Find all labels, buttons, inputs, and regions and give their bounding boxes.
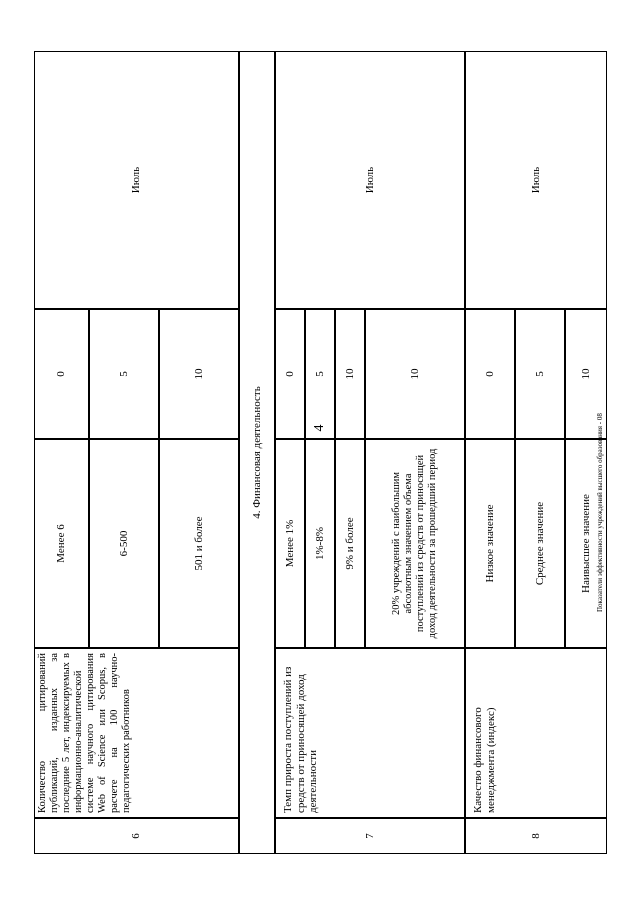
row7-number: 7 [275, 818, 465, 854]
row6-score-2: 5 [89, 309, 159, 439]
footer-caption: Показатели эффективности учреждений высшего образования - 08 [596, 413, 604, 612]
row6-criterion-1: Менее 6 [34, 439, 89, 648]
row8-score-1: 0 [465, 309, 515, 439]
row8-criterion-3: Наивысшее значение [565, 439, 607, 648]
indicators-table [34, 51, 607, 854]
row7-indicator: Темп прироста поступлений из средств от приносящей доход деятельности [275, 648, 465, 818]
row7-criterion-3: 9% и более [335, 439, 365, 648]
row6-period: Июль [34, 51, 239, 309]
rotated-table-container [34, 51, 607, 854]
row7-criterion-2: 1%-8% [305, 439, 335, 648]
row6-score-1: 0 [34, 309, 89, 439]
section-4-title: 4. Финансовая деятельность [239, 51, 275, 854]
row8-criterion-2: Среднее значение [515, 439, 565, 648]
row8-period: Июль [465, 51, 607, 309]
page-number: 4 [312, 424, 327, 432]
row7-criterion-4: 20% учреждений с наибольшим абсолютным значением объема поступлений из средств от приносящей доход деятельности за прошедший период [365, 439, 465, 648]
row6-criterion-3: 501 и более [159, 439, 239, 648]
row8-score-2: 5 [515, 309, 565, 439]
row8-indicator: Качество финансового менеджмента (индекс) [465, 648, 607, 818]
row6-number: 6 [34, 818, 239, 854]
row7-score-4: 10 [365, 309, 465, 439]
row7-score-2: 5 [305, 309, 335, 439]
row6-score-3: 10 [159, 309, 239, 439]
row8-number: 8 [465, 818, 607, 854]
row7-criterion-1: Менее 1% [275, 439, 305, 648]
row7-score-3: 10 [335, 309, 365, 439]
row7-score-1: 0 [275, 309, 305, 439]
row7-period: Июль [275, 51, 465, 309]
row8-score-3: 10 [565, 309, 607, 439]
row6-criterion-2: 6-500 [89, 439, 159, 648]
row6-indicator: Количество цитирований публикаций, изданных за последние 5 лет, индексируемых в информационно-аналитической системе научного цитирования Web of Science или Scopus, в расчете на 100 научно-педагогических работников [34, 648, 239, 818]
row8-criterion-1: Низкое значение [465, 439, 515, 648]
